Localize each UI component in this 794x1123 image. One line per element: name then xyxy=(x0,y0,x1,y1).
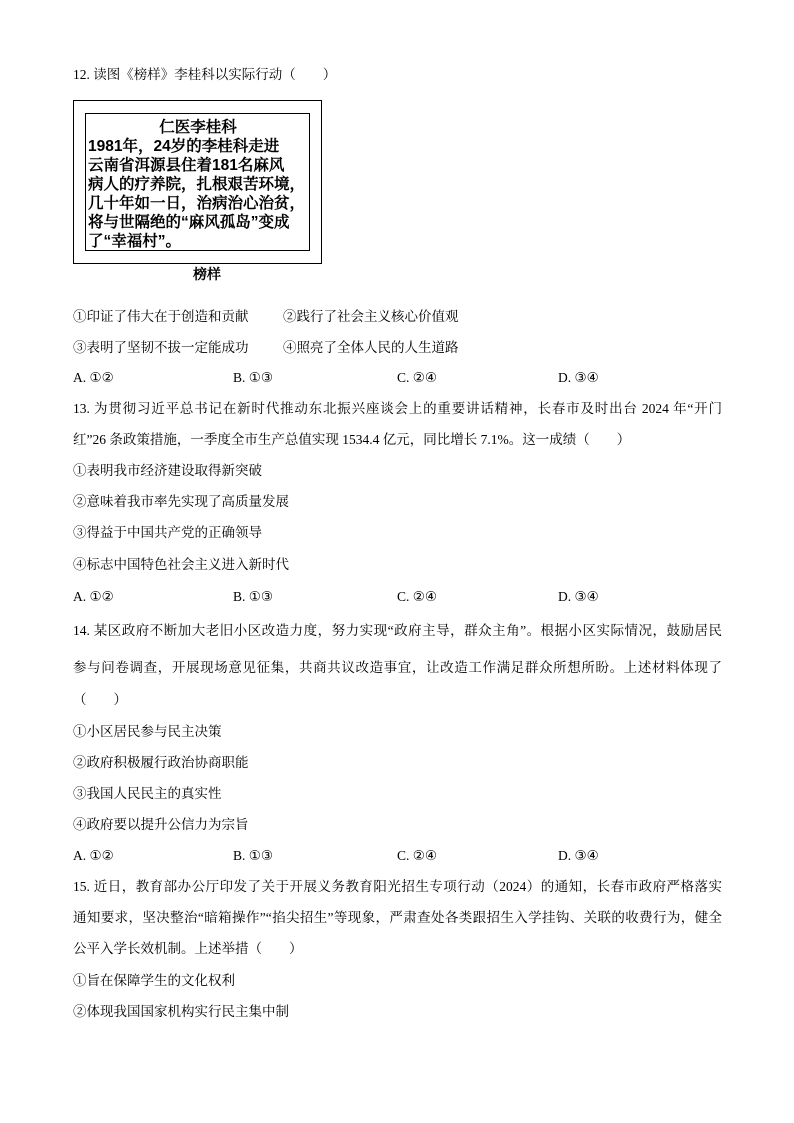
q14-choice-c: C. ②④ xyxy=(397,848,437,863)
q13-statement-4: ④标志中国特色社会主义进入新时代 xyxy=(73,557,289,572)
figure-caption: 榜样 xyxy=(193,266,221,282)
q13-choice-d: D. ③④ xyxy=(558,589,599,604)
q12-statement-2: ②践行了社会主义核心价值观 xyxy=(283,309,459,324)
figure-line: 将与世隔绝的“麻风孤岛”变成 xyxy=(88,214,290,231)
q13-statement-1: ①表明我市经济建设取得新突破 xyxy=(73,463,262,478)
q15-stem-line-3: 公平入学长效机制。上述举措（ ） xyxy=(73,941,303,956)
q15-statement-1: ①旨在保障学生的文化权利 xyxy=(73,973,235,988)
q12-choice-b: B. ①③ xyxy=(233,370,273,385)
figure-text-block xyxy=(88,118,308,251)
q15-stem-line-2: 通知要求，坚决整治“暗箱操作”“掐尖招生”等现象，严肃查处各类跟招生入学挂钩、关联的收费行为，健全 xyxy=(73,910,722,925)
q13-choice-a: A. ①② xyxy=(73,589,114,604)
q14-choice-d: D. ③④ xyxy=(558,848,599,863)
q14-statement-1: ①小区居民参与民主决策 xyxy=(73,724,222,739)
figure-line: 1981年，24岁的李桂科走进 xyxy=(88,138,280,155)
q14-statement-3: ③我国人民民主的真实性 xyxy=(73,786,222,801)
q13-stem-line-2: 红”26 条政策措施，一季度全市生产总值实现 1534.4 亿元，同比增长 7.1%。这一成绩（ ） xyxy=(73,432,631,447)
q13-choice-c: C. ②④ xyxy=(397,589,437,604)
q12-choice-d: D. ③④ xyxy=(558,370,599,385)
q14-stem-line-2: 参与问卷调查，开展现场意见征集，共商共议改造事宜，让改造工作满足群众所想所盼。上述材料体现了 xyxy=(73,660,722,675)
q14-statement-4: ④政府要以提升公信力为宗旨 xyxy=(73,817,249,832)
figure-line: 几十年如一日，治病治心治贫， xyxy=(88,195,306,212)
figure-line: 了“幸福村”。 xyxy=(88,233,182,250)
figure-title: 仁医李桂科 xyxy=(159,119,237,136)
q14-stem-line-1: 14. 某区政府不断加大老旧小区改造力度，努力实现“政府主导，群众主角”。根据小区实际情况，鼓励居民 xyxy=(73,623,722,638)
q13-choice-b: B. ①③ xyxy=(233,589,273,604)
q14-answer-blank: （ ） xyxy=(73,692,127,707)
q12-statement-4: ④照亮了全体人民的人生道路 xyxy=(283,340,459,355)
q12-choice-a: A. ①② xyxy=(73,370,114,385)
q13-statement-3: ③得益于中国共产党的正确领导 xyxy=(73,525,262,540)
q14-choice-a: A. ①② xyxy=(73,848,114,863)
figure-line: 病人的疗养院，扎根艰苦环境， xyxy=(88,176,306,193)
q15-statement-2: ②体现我国国家机构实行民主集中制 xyxy=(73,1004,289,1019)
q14-choice-b: B. ①③ xyxy=(233,848,273,863)
q12-choice-c: C. ②④ xyxy=(397,370,437,385)
q14-statement-2: ②政府积极履行政治协商职能 xyxy=(73,755,249,770)
q15-stem-line-1: 15. 近日，教育部办公厅印发了关于开展义务教育阳光招生专项行动（2024）的通知，长春市政府严格落实 xyxy=(73,879,722,894)
q12-stem: 12. 读图《榜样》李桂科以实际行动（ ） xyxy=(73,67,337,82)
q12-statement-3: ③表明了坚韧不拔一定能成功 xyxy=(73,340,249,355)
figure-line: 云南省洱源县住着181名麻风 xyxy=(88,157,285,174)
q13-statement-2: ②意味着我市率先实现了高质量发展 xyxy=(73,494,289,509)
q12-statement-1: ①印证了伟大在于创造和贡献 xyxy=(73,309,249,324)
q13-stem-line-1: 13. 为贯彻习近平总书记在新时代推动东北振兴座谈会上的重要讲话精神，长春市及时出台 2024 年“开门 xyxy=(73,401,722,416)
